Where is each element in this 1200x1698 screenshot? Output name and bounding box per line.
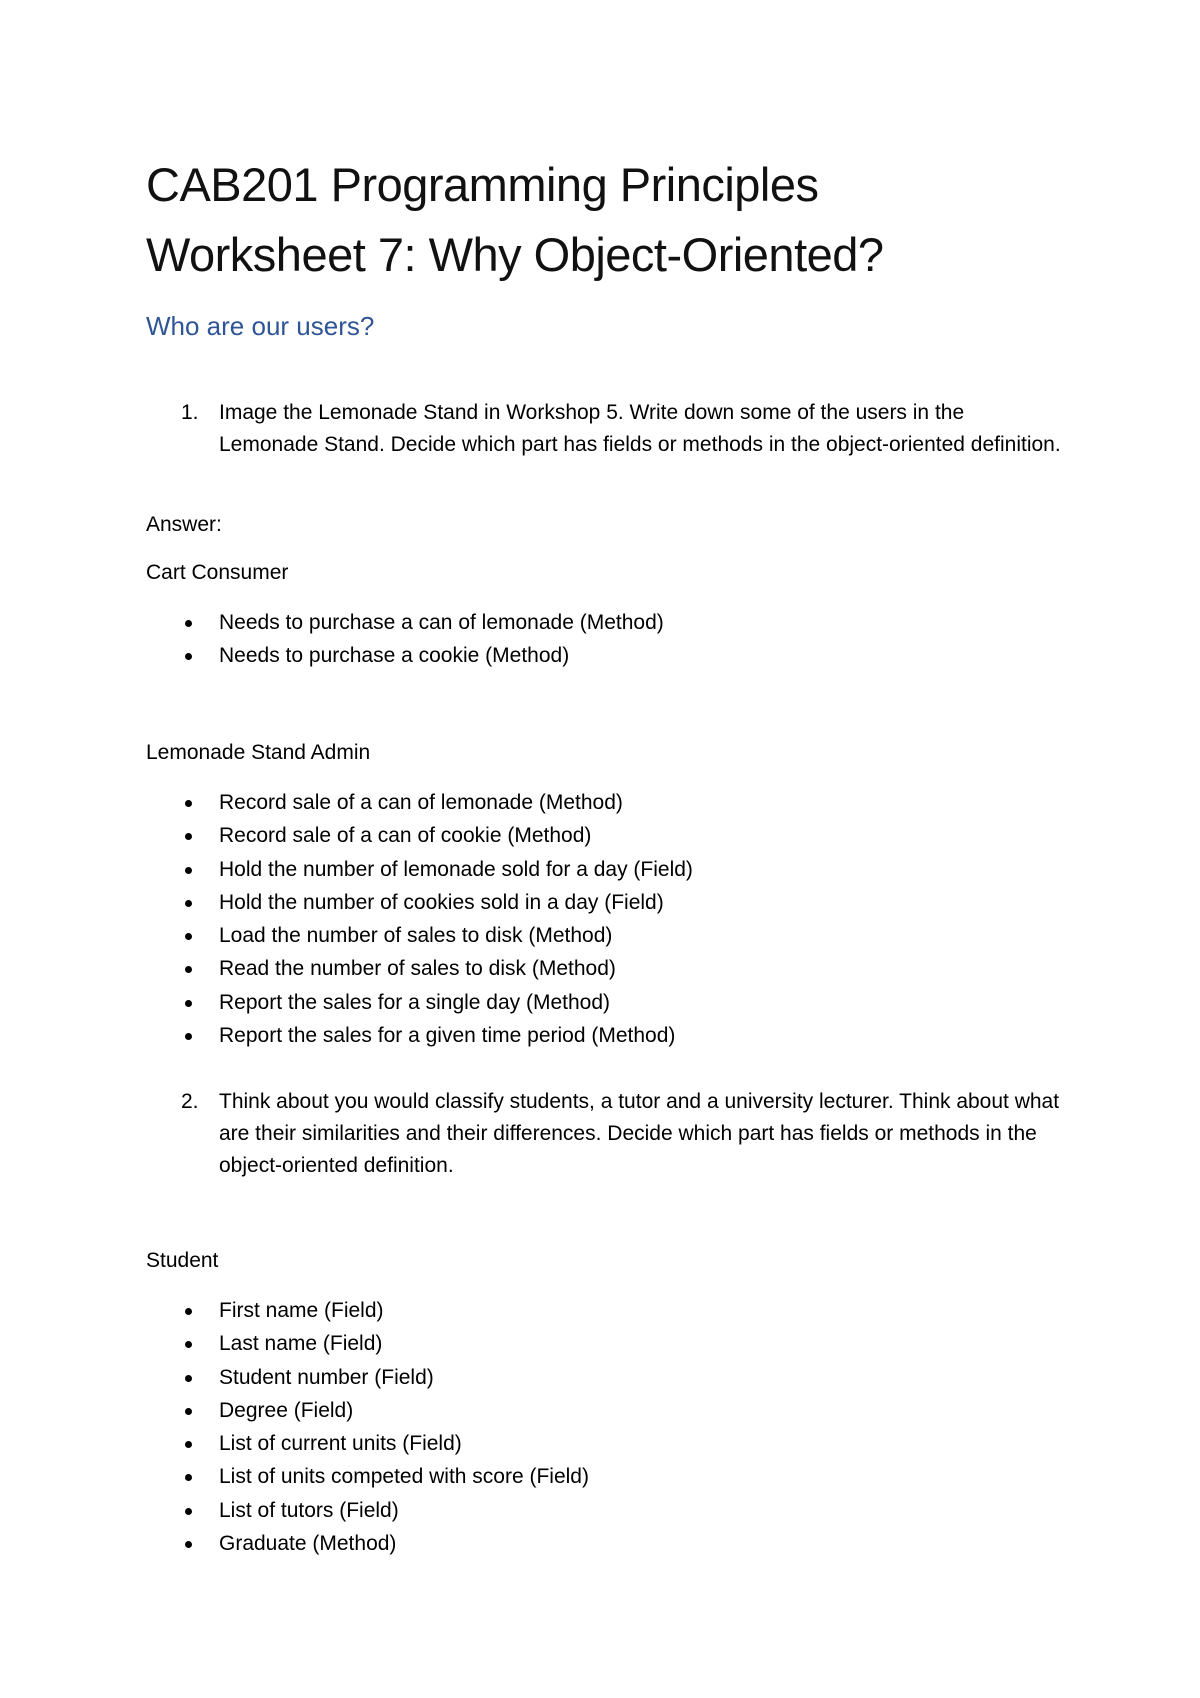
bullet-icon — [185, 1508, 192, 1515]
bullet-icon — [185, 1408, 192, 1415]
bullet-icon — [185, 1441, 192, 1448]
question-2-text: Think about you would classify students, a tutor and a university lecturer. Think about what are their similarities and their differences. Decide which part has fields or methods in the object-oriented definition. — [219, 1090, 1060, 1177]
list-item-text: Needs to purchase a cookie (Method) — [219, 644, 570, 668]
section-heading: Who are our users? — [146, 311, 375, 341]
list-item-text: List of current units (Field) — [219, 1432, 462, 1456]
bullet-icon — [185, 1000, 192, 1007]
bullet-icon — [185, 1375, 192, 1382]
student-heading: Student — [146, 1249, 219, 1272]
answer-label: Answer: — [146, 513, 222, 536]
question-1-number: 1. — [181, 401, 199, 424]
bullet-icon — [185, 653, 192, 660]
list-item-text: Hold the number of lemonade sold for a day (Field) — [219, 857, 693, 881]
cart-consumer-heading: Cart Consumer — [146, 561, 289, 584]
list-item-text: Hold the number of cookies sold in a day (Field) — [219, 890, 664, 914]
bullet-icon — [185, 800, 192, 807]
bullet-icon — [185, 966, 192, 973]
bullet-icon — [185, 1308, 192, 1315]
title-line-1: CAB201 Programming Principles — [146, 158, 819, 211]
list-item-text: Report the sales for a given time period (Method) — [219, 1024, 676, 1048]
title-line-2: Worksheet 7: Why Object-Oriented? — [146, 228, 884, 281]
bullet-icon — [185, 833, 192, 840]
list-item-text: Record sale of a can of lemonade (Method) — [219, 791, 623, 814]
question-1-text: Image the Lemonade Stand in Workshop 5. Write down some of the users in the Lemonade Stand. Decide which part has fields or methods in the object-oriented definition. — [219, 401, 1061, 456]
list-item-text: Needs to purchase a can of lemonade (Method) — [219, 611, 664, 634]
bullet-icon — [185, 867, 192, 874]
list-item-text: Degree (Field) — [219, 1398, 354, 1422]
list-item-text: Student number (Field) — [219, 1365, 434, 1389]
list-item-text: Last name (Field) — [219, 1332, 383, 1356]
list-item-text: Graduate (Method) — [219, 1532, 397, 1556]
bullet-icon — [185, 620, 192, 627]
list-item-text: List of units competed with score (Field) — [219, 1465, 589, 1489]
bullet-icon — [185, 1541, 192, 1548]
bullet-icon — [185, 900, 192, 907]
list-item-text: First name (Field) — [219, 1299, 384, 1322]
list-item-text: Record sale of a can of cookie (Method) — [219, 824, 592, 848]
question-2-number: 2. — [181, 1090, 199, 1113]
document-title — [146, 150, 884, 290]
list-item-text: Load the number of sales to disk (Method) — [219, 924, 613, 948]
bullet-icon — [185, 933, 192, 940]
list-item-text: List of tutors (Field) — [219, 1498, 399, 1522]
bullet-icon — [185, 1033, 192, 1040]
list-item-text: Report the sales for a single day (Method) — [219, 990, 611, 1014]
lemonade-admin-heading: Lemonade Stand Admin — [146, 741, 371, 764]
bullet-icon — [185, 1341, 192, 1348]
bullet-icon — [185, 1474, 192, 1481]
list-item-text: Read the number of sales to disk (Method) — [219, 957, 616, 981]
